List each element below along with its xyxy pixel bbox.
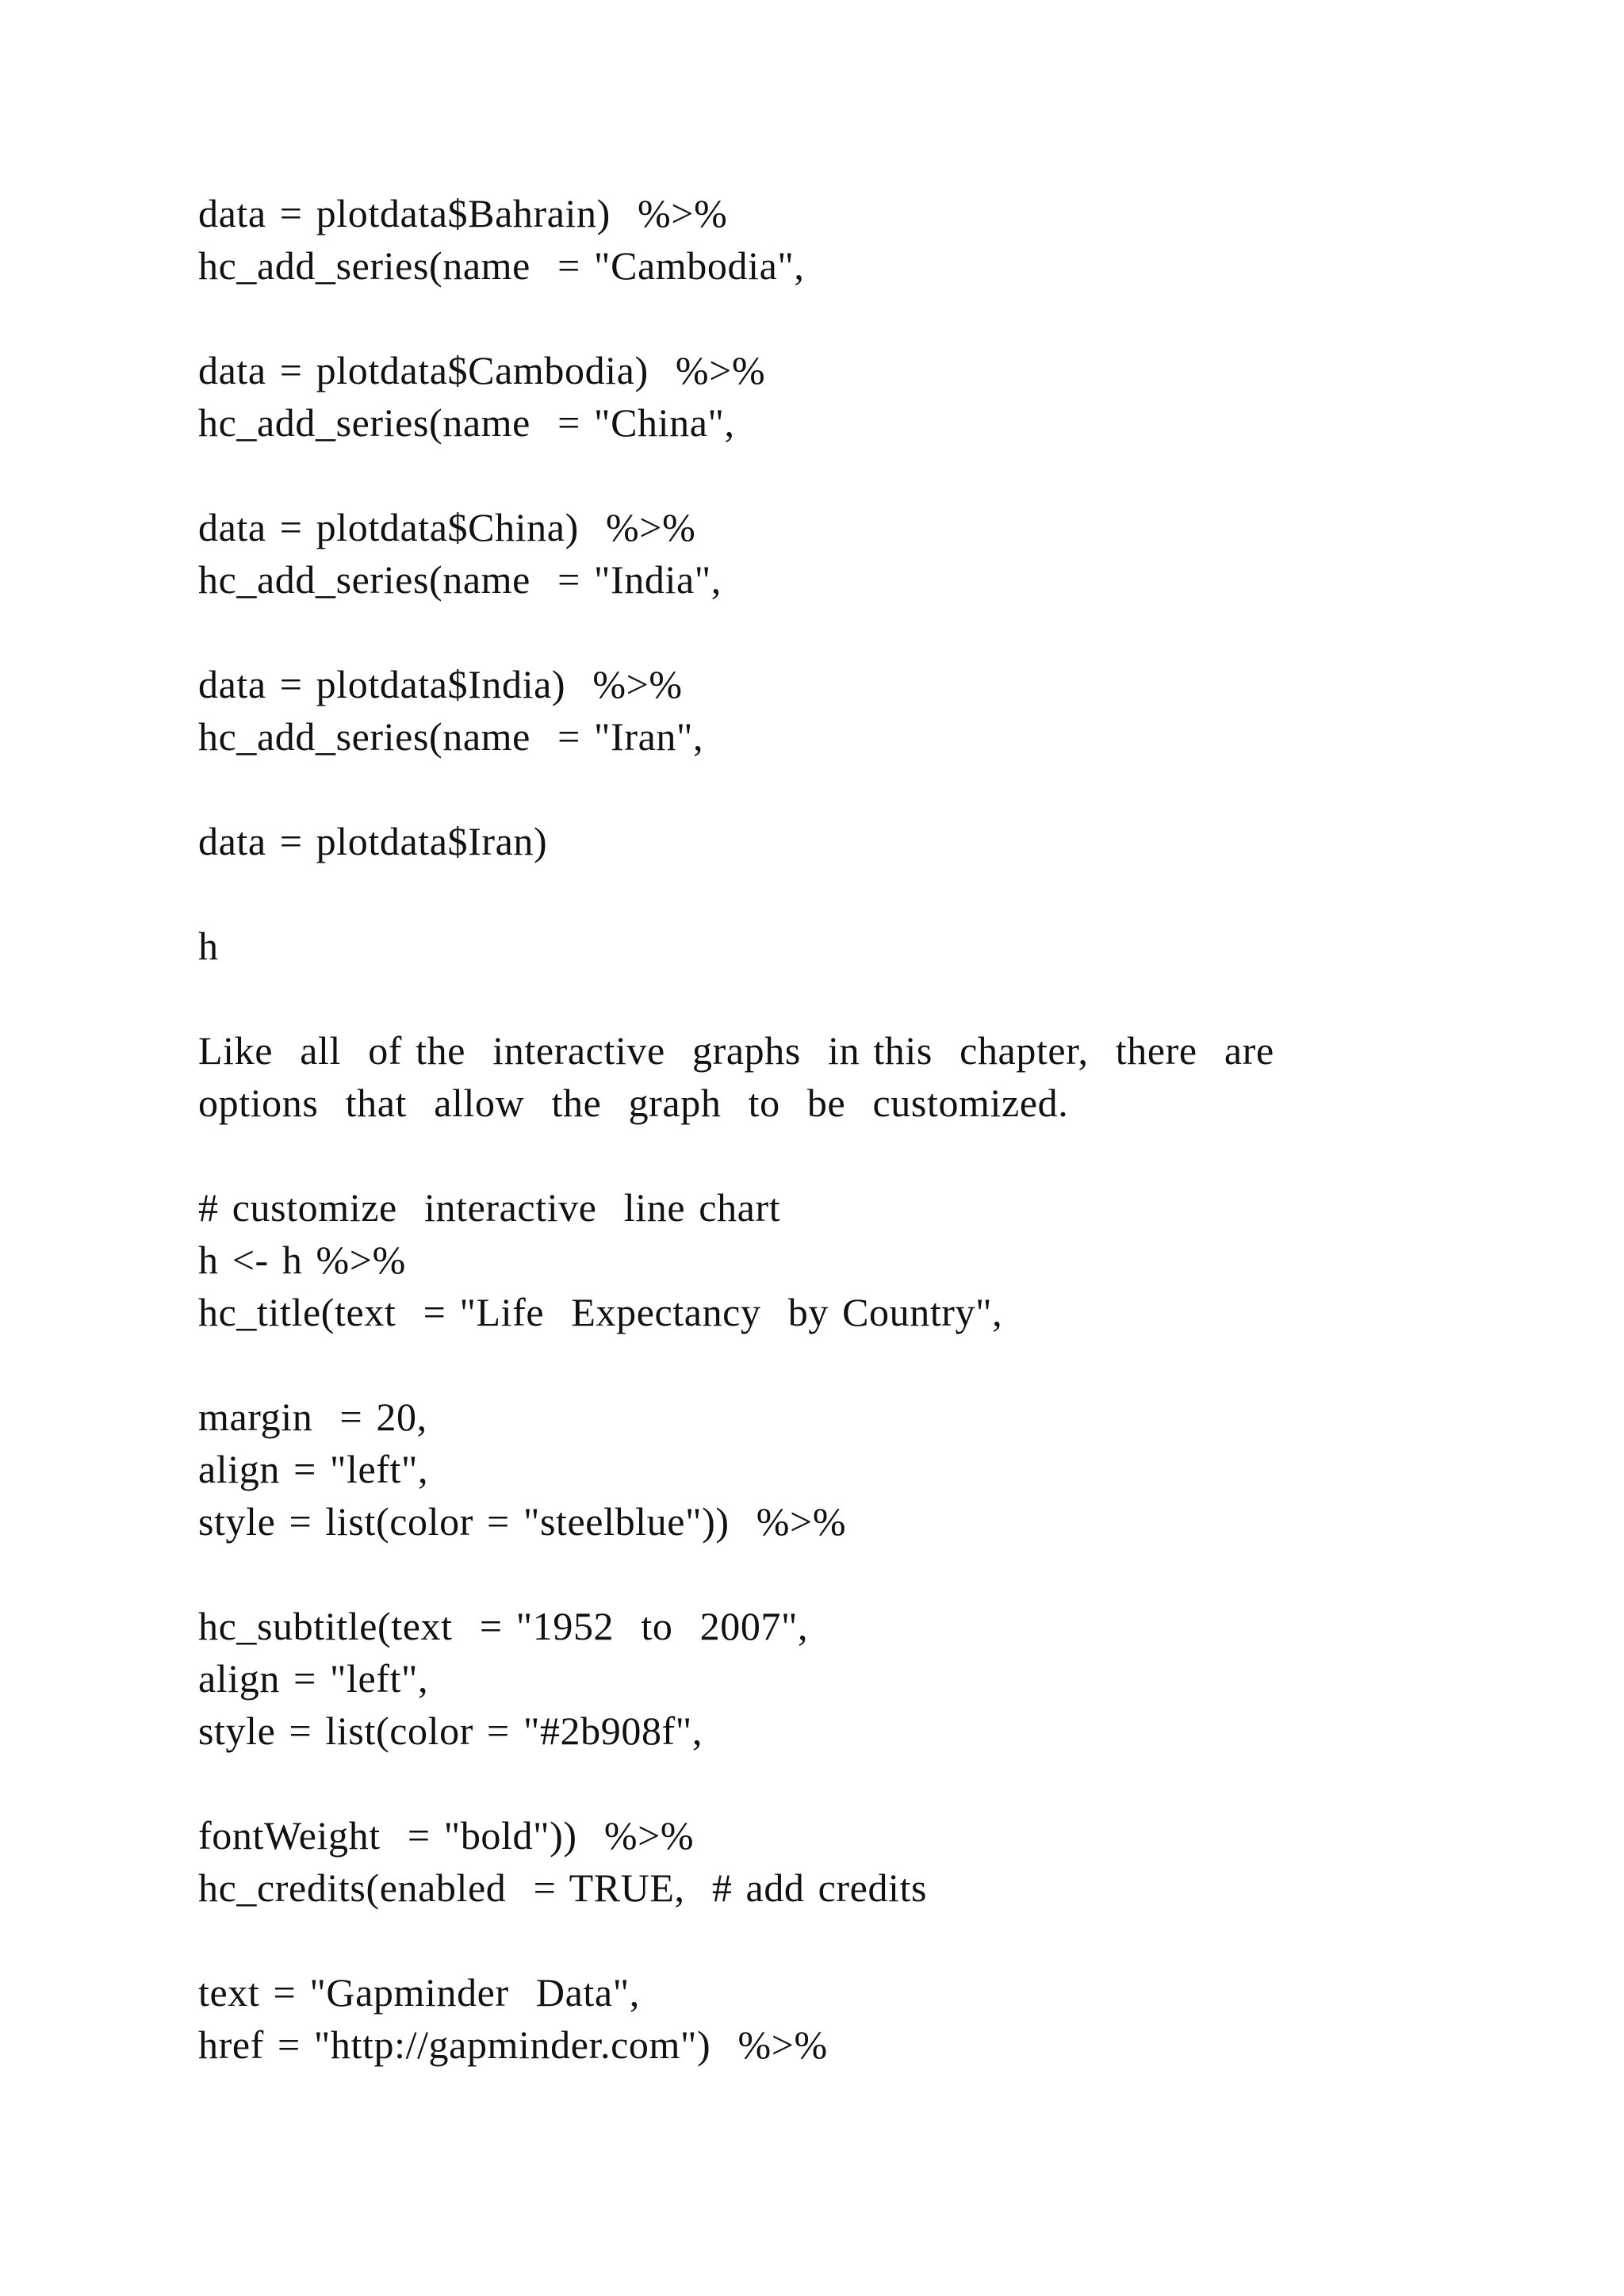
blank-line (198, 606, 1467, 658)
code-line: style = list(color = "steelblue")) %>% (198, 1499, 847, 1544)
code-line: hc_add_series(name = "China", (198, 400, 735, 445)
blank-line (198, 1338, 1467, 1391)
code-line: align = "left", (198, 1656, 429, 1701)
code-line: text = "Gapminder Data", (198, 1970, 640, 2015)
code-line: data = plotdata$Iran) (198, 819, 548, 863)
code-line: style = list(color = "#2b908f", (198, 1709, 703, 1753)
code-line: h (198, 924, 219, 968)
code-line: data = plotdata$China) %>% (198, 505, 696, 549)
code-line: fontWeight = "bold")) %>% (198, 1813, 695, 1858)
blank-line (198, 449, 1467, 501)
code-line: hc_credits(enabled = TRUE, # add credits (198, 1866, 928, 1910)
code-line: hc_title(text = "Life Expectancy by Country", (198, 1290, 1003, 1334)
code-comment-line: # customize interactive line chart (198, 1185, 781, 1230)
code-line: align = "left", (198, 1447, 429, 1491)
blank-line (198, 972, 1467, 1024)
blank-line (198, 1757, 1467, 1809)
code-line: hc_add_series(name = "India", (198, 557, 722, 602)
code-line: h <- h %>% (198, 1238, 406, 1282)
blank-line (198, 1548, 1467, 1600)
blank-line (198, 292, 1467, 344)
code-line: hc_add_series(name = "Iran", (198, 714, 704, 759)
blank-line (198, 763, 1467, 815)
paragraph-line: options that allow the graph to be customized. (198, 1081, 1069, 1125)
paragraph-line: Like all of the interactive graphs in this chapter, there are (198, 1028, 1274, 1073)
code-line: data = plotdata$India) %>% (198, 662, 683, 706)
blank-line (198, 1914, 1467, 1966)
code-line: href = "http://gapminder.com") %>% (198, 2022, 828, 2067)
code-line: hc_add_series(name = "Cambodia", (198, 243, 805, 288)
code-text-block (198, 187, 1467, 2071)
blank-line (198, 867, 1467, 920)
code-line: hc_subtitle(text = "1952 to 2007", (198, 1604, 809, 1648)
code-line: margin = 20, (198, 1395, 427, 1439)
blank-line (198, 1129, 1467, 1181)
code-line: data = plotdata$Bahrain) %>% (198, 191, 728, 235)
code-line: data = plotdata$Cambodia) %>% (198, 348, 766, 392)
